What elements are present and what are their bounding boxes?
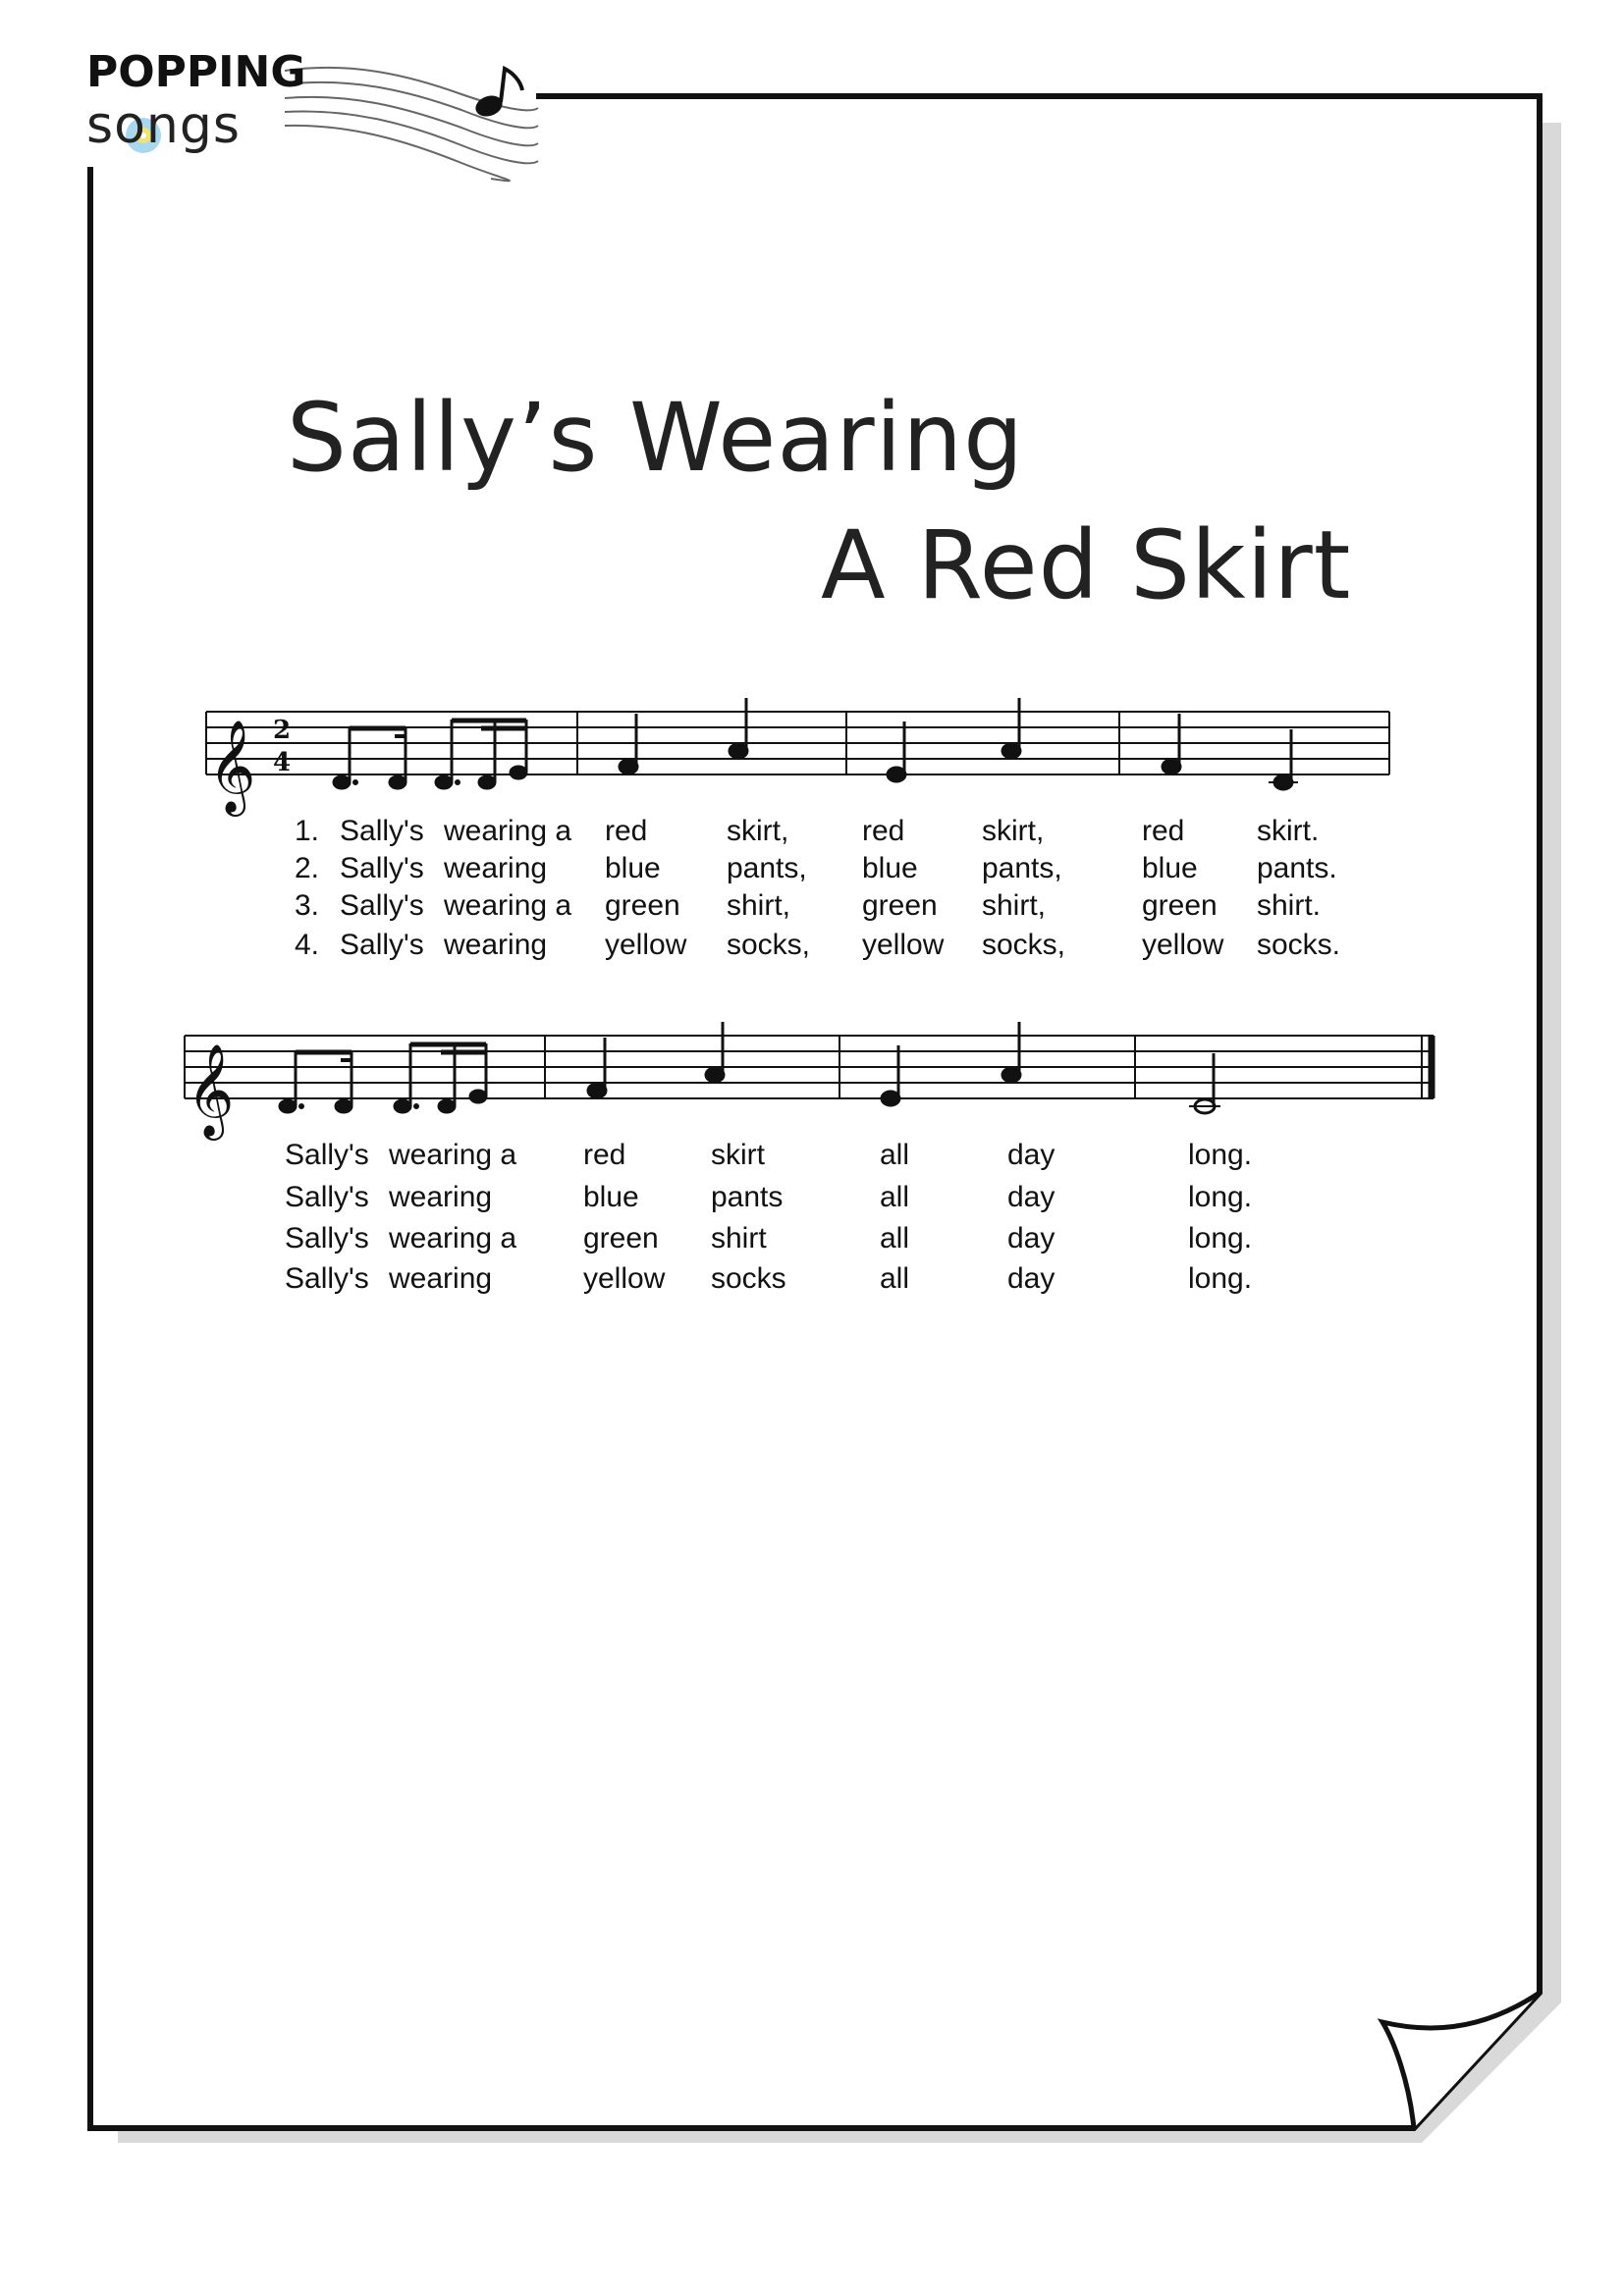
lyric-word: shirt. [1257, 889, 1322, 922]
lyric-word: Sally's [340, 929, 424, 961]
lyric-word: skirt, [982, 815, 1045, 847]
lyric-word: day [1007, 1181, 1056, 1213]
lyric-word: pants [711, 1181, 784, 1213]
lyric-word: socks, [727, 929, 811, 961]
lyric-word: day [1007, 1139, 1056, 1171]
lyric-word: wearing [444, 852, 548, 884]
lyric-word: 1. [295, 815, 320, 847]
lyric-word: all [880, 1222, 910, 1255]
lyric-word: wearing a [444, 889, 572, 922]
lyric-word: long. [1188, 1139, 1253, 1171]
lyric-word: skirt. [1257, 815, 1320, 847]
lyric-word: green [605, 889, 680, 922]
lyric-word: long. [1188, 1222, 1253, 1255]
lyric-word: blue [862, 852, 918, 884]
song-title-line-1: Sally’s Wearing [287, 383, 1025, 493]
lyric-word: wearing [389, 1181, 493, 1213]
lyric-word: Sally's [285, 1262, 369, 1295]
time-signature-top: 2 [273, 716, 292, 745]
lyric-word: all [880, 1139, 910, 1171]
lyric-word: Sally's [340, 815, 424, 847]
logo-popping: POPPING [86, 47, 306, 97]
lyric-word: wearing a [389, 1139, 517, 1171]
lyric-word: red [1142, 815, 1185, 847]
lyric-word: Sally's [285, 1181, 369, 1213]
lyric-word: day [1007, 1262, 1056, 1295]
lyric-word: wearing [389, 1262, 493, 1295]
lyric-word: red [583, 1139, 626, 1171]
lyric-word: green [1142, 889, 1218, 922]
lyric-word: 4. [295, 929, 320, 961]
treble-clef-icon: 𝄞 [187, 1043, 235, 1137]
treble-clef-icon: 𝄞 [208, 720, 256, 813]
lyric-word: Sally's [340, 852, 424, 884]
lyric-word: 3. [295, 889, 320, 922]
lyric-word: wearing a [444, 815, 572, 847]
lyric-word: yellow [583, 1262, 666, 1295]
lyric-word: pants. [1257, 852, 1337, 884]
lyric-word: all [880, 1262, 910, 1295]
lyric-word: skirt [711, 1139, 765, 1171]
lyric-word: wearing a [389, 1222, 517, 1255]
lyric-word: wearing [444, 929, 548, 961]
lyric-word: pants, [982, 852, 1062, 884]
lyric-word: long. [1188, 1181, 1253, 1213]
lyric-word: socks [711, 1262, 786, 1295]
lyric-word: green [862, 889, 938, 922]
lyric-word: 2. [295, 852, 320, 884]
lyric-word: all [880, 1181, 910, 1213]
lyric-word: shirt [711, 1222, 767, 1255]
lyric-word: pants, [727, 852, 807, 884]
lyric-word: blue [605, 852, 661, 884]
lyric-word: shirt, [727, 889, 791, 922]
lyric-word: red [862, 815, 905, 847]
lyric-word: skirt, [727, 815, 789, 847]
lyric-word: shirt, [982, 889, 1047, 922]
lyric-word: Sally's [285, 1139, 369, 1171]
lyric-word: Sally's [340, 889, 424, 922]
song-title-line-2: A Red Skirt [821, 510, 1352, 620]
lyric-word: blue [583, 1181, 639, 1213]
lyric-word: yellow [1142, 929, 1224, 961]
lyric-word: yellow [605, 929, 687, 961]
lyric-word: blue [1142, 852, 1198, 884]
lyric-word: long. [1188, 1262, 1253, 1295]
lyric-word: green [583, 1222, 659, 1255]
logo-songs: songs [86, 96, 241, 155]
lyric-word: socks. [1257, 929, 1341, 961]
time-signature-bottom: 4 [273, 748, 292, 777]
lyric-word: day [1007, 1222, 1056, 1255]
lyric-word: socks, [982, 929, 1066, 961]
lyric-word: yellow [862, 929, 945, 961]
lyric-word: Sally's [285, 1222, 369, 1255]
lyric-word: red [605, 815, 648, 847]
